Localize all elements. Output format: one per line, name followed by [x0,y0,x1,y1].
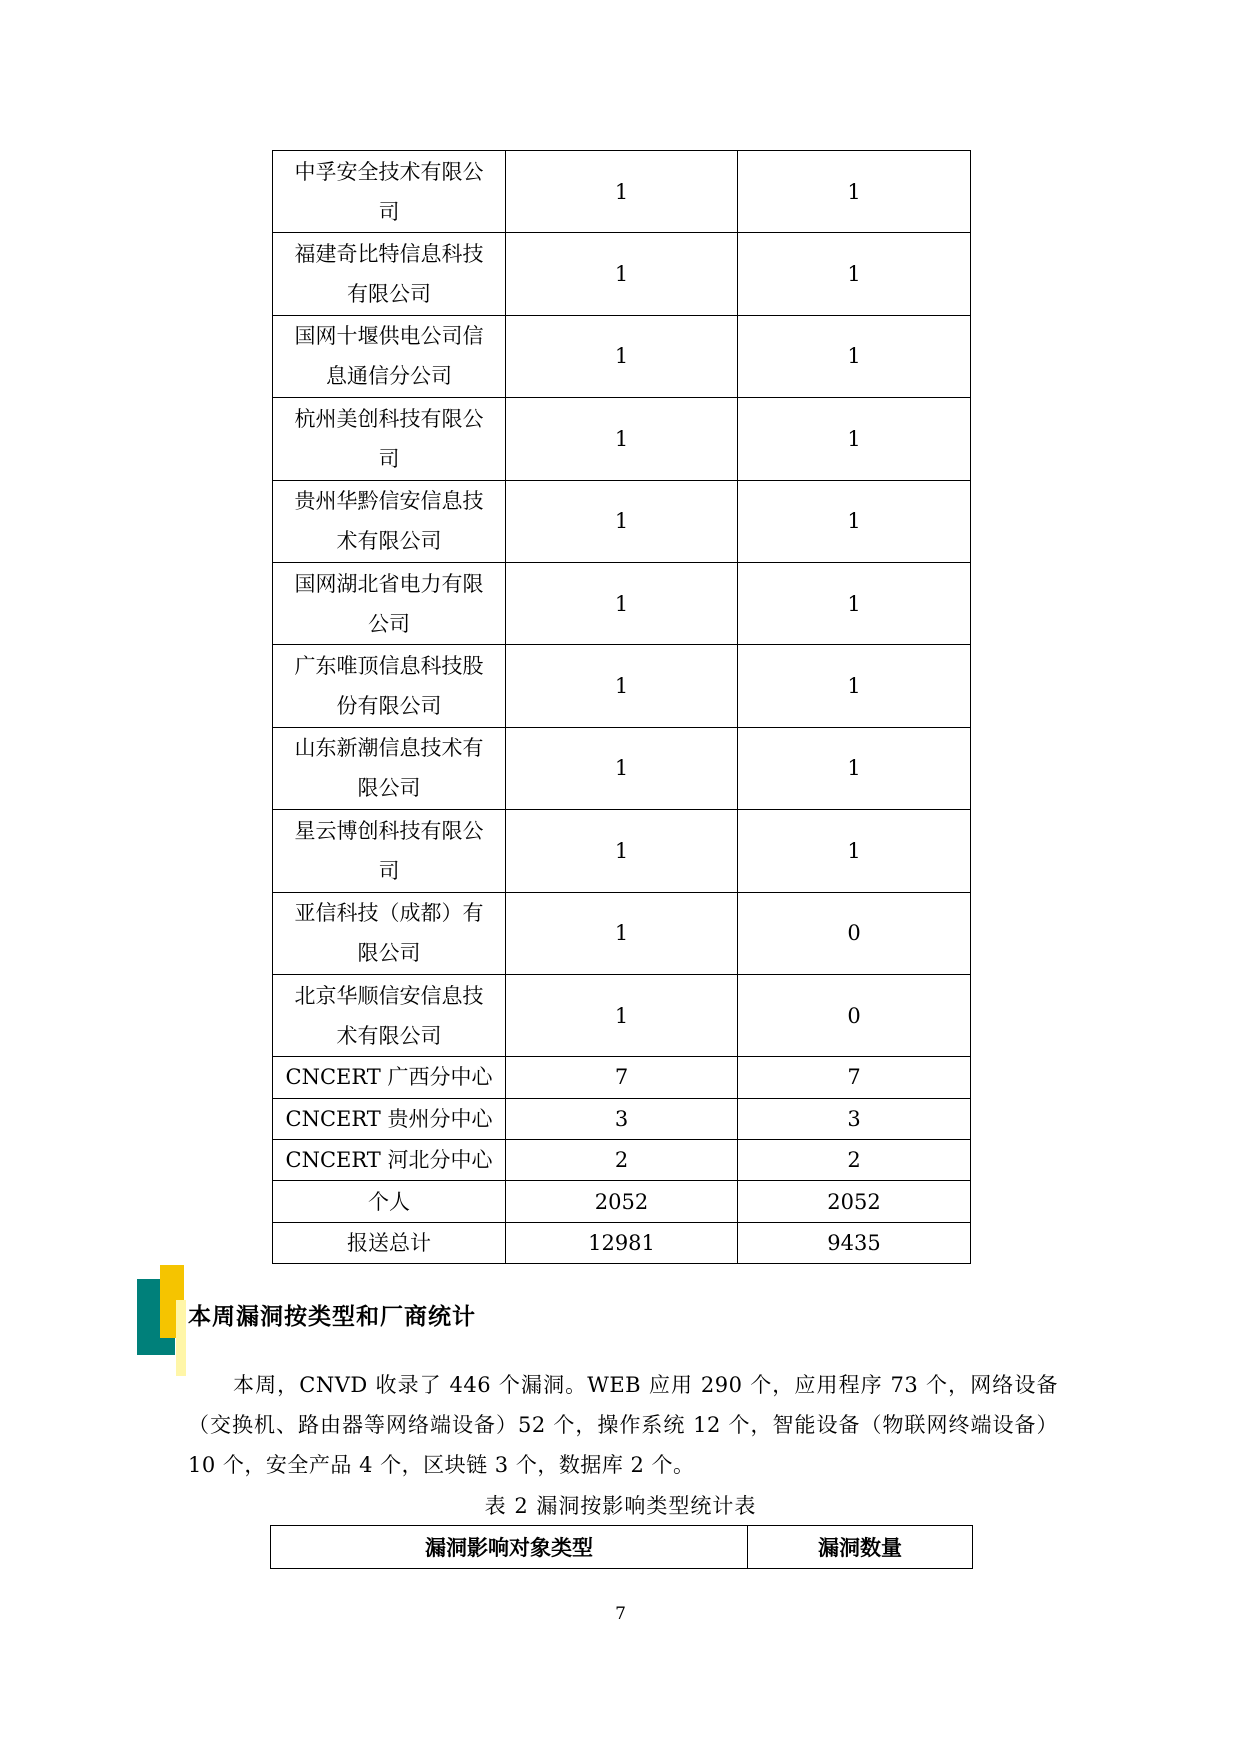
submitted-count-cell: 1 [506,727,738,809]
submitted-count-cell: 1 [506,645,738,727]
vendor-name-cell: 国网十堰供电公司信息通信分公司 [273,315,506,397]
table-row [273,974,971,1056]
included-count-cell: 7 [738,1057,971,1098]
vendor-name-cell: 报送总计 [273,1222,506,1263]
table-row [273,151,971,233]
submitted-count-cell: 1 [506,398,738,480]
vendor-name-cell: 福建奇比特信息科技有限公司 [273,233,506,315]
submitted-count-cell: 2 [506,1140,738,1181]
submitted-count-cell: 7 [506,1057,738,1098]
vendor-name-cell: CNCERT 河北分中心 [273,1140,506,1181]
vendor-name-cell: 星云博创科技有限公司 [273,810,506,892]
table-row [273,398,971,480]
vendor-name-cell: 个人 [273,1181,506,1222]
section-heading: 本周漏洞按类型和厂商统计 [188,1304,476,1330]
table-row [273,1222,971,1263]
table-row [273,892,971,974]
vulnerability-type-table [270,1525,973,1569]
column-header-count: 漏洞数量 [748,1526,973,1569]
table2-caption: 表 2 漏洞按影响类型统计表 [484,1494,757,1518]
table-row [273,1057,971,1098]
vendor-name-cell: 杭州美创科技有限公司 [273,398,506,480]
column-header-type: 漏洞影响对象类型 [271,1526,748,1569]
vendor-name-cell: 贵州华黔信安信息技术有限公司 [273,480,506,562]
included-count-cell: 1 [738,480,971,562]
table-header-row [271,1526,973,1569]
submitted-count-cell: 1 [506,974,738,1056]
table-row [273,645,971,727]
vendor-name-cell: CNCERT 广西分中心 [273,1057,506,1098]
included-count-cell: 2 [738,1140,971,1181]
included-count-cell: 9435 [738,1222,971,1263]
included-count-cell: 1 [738,562,971,644]
submitted-count-cell: 1 [506,151,738,233]
submitted-count-cell: 1 [506,892,738,974]
submitted-count-cell: 2052 [506,1181,738,1222]
vendor-name-cell: 山东新潮信息技术有限公司 [273,727,506,809]
included-count-cell: 1 [738,398,971,480]
included-count-cell: 1 [738,151,971,233]
table-row [273,233,971,315]
table-row [273,1140,971,1181]
table-row [273,315,971,397]
vendor-submission-table [272,150,971,1264]
submitted-count-cell: 1 [506,810,738,892]
table-row [273,1181,971,1222]
included-count-cell: 1 [738,233,971,315]
vendor-name-cell: CNCERT 贵州分中心 [273,1098,506,1139]
vendor-name-cell: 北京华顺信安信息技术有限公司 [273,974,506,1056]
submitted-count-cell: 1 [506,315,738,397]
table-row [273,480,971,562]
included-count-cell: 0 [738,892,971,974]
included-count-cell: 1 [738,315,971,397]
submitted-count-cell: 12981 [506,1222,738,1263]
vendor-name-cell: 广东唯顶信息科技股份有限公司 [273,645,506,727]
submitted-count-cell: 1 [506,562,738,644]
table-row [273,1098,971,1139]
included-count-cell: 3 [738,1098,971,1139]
vendor-name-cell: 亚信科技（成都）有限公司 [273,892,506,974]
submitted-count-cell: 3 [506,1098,738,1139]
table-row [273,562,971,644]
included-count-cell: 0 [738,974,971,1056]
vendor-name-cell: 国网湖北省电力有限公司 [273,562,506,644]
submitted-count-cell: 1 [506,480,738,562]
section-marker-pale-yellow-strip [176,1300,186,1376]
included-count-cell: 1 [738,810,971,892]
table-row [273,810,971,892]
included-count-cell: 1 [738,727,971,809]
submitted-count-cell: 1 [506,233,738,315]
vendor-table-body [273,151,971,1264]
section-paragraph: 本周，CNVD 收录了 446 个漏洞。WEB 应用 290 个，应用程序 73 个，网络设备（交换机、路由器等网络端设备）52 个，操作系统 12 个，智能设备（物联网终端设备）10 个，安全产品 4 个，区块链 3 个，数据库 2 个。 [188,1373,1058,1477]
page-number: 7 [615,1604,626,1624]
included-count-cell: 2052 [738,1181,971,1222]
included-count-cell: 1 [738,645,971,727]
table-row [273,727,971,809]
vendor-name-cell: 中孚安全技术有限公司 [273,151,506,233]
